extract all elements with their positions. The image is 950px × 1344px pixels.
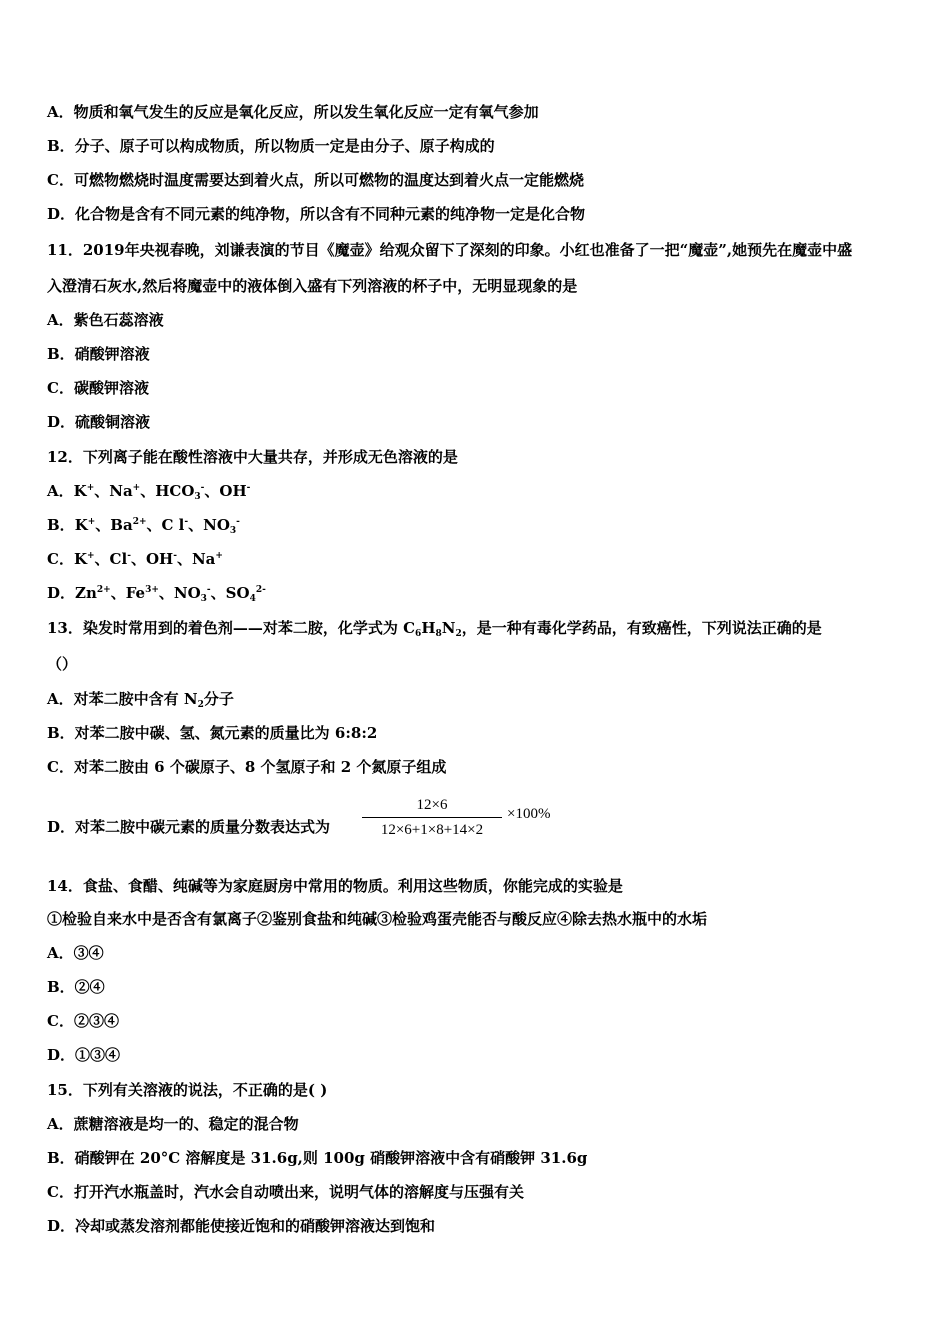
ion-subscript: 3	[200, 594, 207, 604]
q14-stem-line1: 14．食盐、食醋、纯碱等为家庭厨房中常用的物质。利用这些物质，你能完成的实验是	[47, 877, 623, 895]
q13-option-c: C．对苯二胺由 6 个碳原子、8 个氢原子和 2 个氮原子组成	[47, 758, 447, 776]
percent-factor: ×100%	[507, 806, 551, 822]
separator: 、SO	[210, 584, 250, 602]
separator: 、C l	[146, 516, 185, 534]
ion-subscript: 3	[229, 526, 237, 536]
ion-zn: Zn	[75, 584, 97, 602]
option-text: D．对苯二胺中碳元素的质量分数表达式为	[47, 818, 331, 836]
q11-option-b: B．硝酸钾溶液	[47, 345, 150, 363]
ion-k: K	[73, 482, 87, 500]
ion-subscript: 4	[249, 594, 256, 604]
ion-charge: -	[173, 551, 177, 561]
formula-subscript: 2	[197, 700, 204, 710]
formula-subscript: 6	[415, 629, 422, 639]
formula-h: H	[421, 619, 436, 637]
q11-stem-line1: 11．2019年央视春晚，刘谦表演的节目《魔壶》给观众留下了深刻的印象。小红也准备了一把“魔壶”,她预先在魔壶中盛	[47, 241, 853, 259]
q12-stem: 12．下列离子能在酸性溶液中大量共存，并形成无色溶液的是	[47, 448, 458, 466]
formula-subscript: 8	[435, 629, 442, 639]
q10-option-d: D．化合物是含有不同元素的纯净物，所以含有不同种元素的纯净物一定是化合物	[47, 205, 586, 223]
ion-charge: +	[86, 483, 95, 493]
fraction-bar	[362, 817, 502, 818]
ion-charge: 2+	[132, 517, 147, 527]
ion-charge: +	[215, 551, 223, 561]
separator: 、Ba	[95, 516, 133, 534]
ion-charge: -	[236, 517, 240, 527]
q11-option-c: C．碳酸钾溶液	[47, 379, 149, 397]
q14-option-d: D．①③④	[47, 1046, 121, 1064]
q10-option-b: B．分子、原子可以构成物质，所以物质一定是由分子、原子构成的	[47, 137, 495, 155]
ion-charge: -	[127, 551, 131, 561]
q14-option-b: B．②④	[47, 978, 105, 996]
q15-option-b: B．硝酸钾在 20°C 溶解度是 31.6g,则 100g 硝酸钾溶液中含有硝酸钾 31.6g	[47, 1149, 588, 1167]
q14-stem-line2: ①检验自来水中是否含有氯离子②鉴别食盐和纯碱③检验鸡蛋壳能否与酸反应④除去热水瓶中的水垢	[47, 910, 708, 928]
fraction-denominator: 12×6+1×8+14×2	[380, 822, 484, 838]
mass-fraction	[362, 795, 502, 840]
q15-option-c: C．打开汽水瓶盖时，汽水会自动喷出来，说明气体的溶解度与压强有关	[47, 1183, 524, 1201]
ion-k: K	[74, 516, 88, 534]
q12-option-b	[47, 515, 240, 535]
option-label: D．	[47, 584, 76, 602]
q13-stem-text: 13．染发时常用到的着色剂——对苯二胺，化学式为 C	[47, 619, 416, 637]
ion-charge: +	[132, 483, 141, 493]
q15-stem: 15．下列有关溶液的说法，不正确的是( )	[47, 1081, 328, 1099]
q11-option-a: A．紫色石蕊溶液	[47, 311, 164, 329]
ion-k: K	[73, 550, 87, 568]
separator: 、NO	[188, 516, 230, 534]
ion-charge: -	[246, 483, 251, 493]
q13-stem-text: ，是一种有毒化学药品，有致癌性，下列说法正确的是	[461, 619, 822, 637]
q13-option-a	[47, 689, 234, 709]
q13-option-b: B．对苯二胺中碳、氢、氮元素的质量比为 6:8:2	[47, 724, 378, 742]
q13-stem-line2: （）	[47, 655, 78, 673]
option-label: A．	[47, 482, 74, 500]
q13-stem-line1	[47, 618, 822, 638]
q10-option-c: C．可燃物燃烧时温度需要达到着火点，所以可燃物的温度达到着火点一定能燃烧	[47, 171, 584, 189]
ion-charge: +	[87, 551, 95, 561]
separator: 、Fe	[110, 584, 146, 602]
formula-n: N	[441, 619, 456, 637]
option-text: A．对苯二胺中含有 N	[47, 690, 198, 708]
q12-option-d	[47, 583, 266, 603]
separator: 、NO	[158, 584, 201, 602]
formula-subscript: 2	[455, 629, 462, 639]
ion-charge: -	[184, 517, 189, 527]
ion-charge: 2-	[255, 585, 266, 595]
ion-charge: +	[87, 517, 96, 527]
separator: 、Na	[94, 482, 133, 500]
separator: 、OH	[130, 550, 174, 568]
fraction-numerator: 12×6	[416, 797, 448, 813]
option-label: B．	[47, 516, 75, 534]
ion-subscript: 3	[194, 492, 201, 502]
q15-option-d: D．冷却或蒸发溶剂都能使接近饱和的硝酸钾溶液达到饱和	[47, 1217, 436, 1235]
ion-charge: -	[206, 585, 211, 595]
q10-option-a: A．物质和氧气发生的反应是氧化反应，所以发生氧化反应一定有氧气参加	[47, 103, 539, 121]
option-text: 分子	[203, 690, 234, 708]
q12-option-a	[47, 481, 250, 501]
separator: 、Na	[176, 550, 216, 568]
ion-charge: 3+	[145, 585, 159, 595]
option-label: C．	[47, 550, 74, 568]
q11-stem-line2: 入澄清石灰水,然后将魔壶中的液体倒入盛有下列溶液的杯子中，无明显现象的是	[47, 277, 578, 295]
ion-charge: 2+	[96, 585, 111, 595]
ion-charge: -	[200, 483, 205, 493]
q14-option-a: A．③④	[47, 944, 104, 962]
q14-option-c: C．②③④	[47, 1012, 119, 1030]
q12-option-c	[47, 549, 223, 569]
separator: 、OH	[204, 482, 247, 500]
separator: 、HCO	[140, 482, 195, 500]
q15-option-a: A．蔗糖溶液是均一的、稳定的混合物	[47, 1115, 299, 1133]
q11-option-d: D．硫酸铜溶液	[47, 413, 151, 431]
separator: 、Cl	[94, 550, 128, 568]
